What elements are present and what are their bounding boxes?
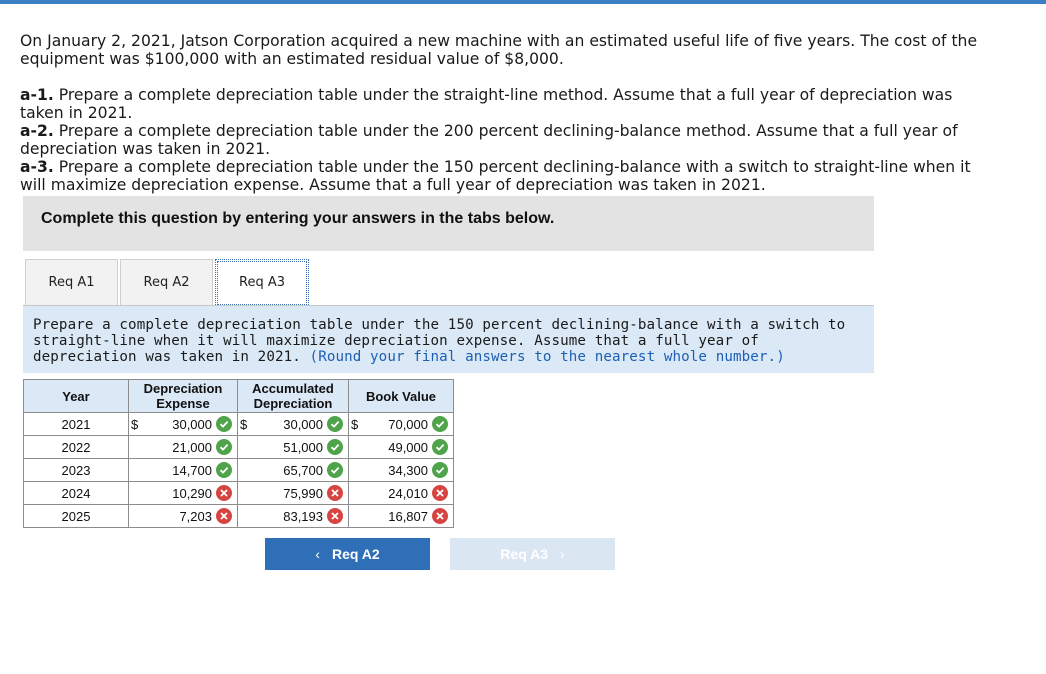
check-icon	[216, 416, 232, 432]
expense-input-cell[interactable]	[129, 413, 238, 436]
check-icon	[327, 439, 343, 455]
check-icon	[327, 416, 343, 432]
x-icon	[432, 508, 448, 524]
book-input-cell[interactable]	[349, 482, 454, 505]
book-value[interactable]: 70,000	[388, 417, 428, 432]
x-icon	[216, 508, 232, 524]
header-year: Year	[24, 380, 129, 413]
x-icon	[216, 485, 232, 501]
book-input-cell[interactable]	[349, 505, 454, 528]
requirement-text: Prepare a complete depreciation table under the 150 percent declining-balance with a switch to straight-line when it will maximize depreciation expense. Assume that a full year of depreciation was taken in 2021.	[20, 158, 971, 194]
instruction-text-block	[33, 317, 863, 365]
next-req-a3-button	[450, 538, 615, 570]
currency-symbol: $	[131, 417, 139, 432]
tab-req-a3[interactable]: Req A3	[215, 259, 309, 307]
book-value[interactable]: 16,807	[388, 509, 428, 524]
x-icon	[432, 485, 448, 501]
year-cell: 2024	[24, 482, 129, 505]
table-row	[24, 482, 454, 505]
expense-value[interactable]: 30,000	[172, 417, 212, 432]
expense-value[interactable]: 7,203	[179, 509, 212, 524]
prev-req-a2-button[interactable]	[265, 538, 430, 570]
year-cell: 2023	[24, 459, 129, 482]
accum-input-cell[interactable]	[238, 436, 349, 459]
depreciation-table	[23, 379, 454, 528]
accum-value[interactable]: 30,000	[283, 417, 323, 432]
book-value[interactable]: 24,010	[388, 486, 428, 501]
accum-input-cell[interactable]	[238, 459, 349, 482]
prev-button-label: Req A2	[331, 546, 380, 562]
expense-value[interactable]: 21,000	[172, 440, 212, 455]
instruction-text: Prepare a complete depreciation table under the 150 percent declining-balance with a switch to straight-line when it will maximize depreciation expense. Assume that a full year of depreciation was taken in 2021.	[33, 317, 846, 365]
header-accumulated-depreciation: Accumulated Depreciation	[238, 380, 349, 413]
book-input-cell[interactable]	[349, 413, 454, 436]
expense-input-cell[interactable]	[129, 459, 238, 482]
year-cell: 2021	[24, 413, 129, 436]
expense-input-cell[interactable]	[129, 482, 238, 505]
year-cell: 2022	[24, 436, 129, 459]
year-cell: 2025	[24, 505, 129, 528]
top-accent-bar	[0, 0, 1046, 4]
chevron-right-icon: ›	[560, 546, 565, 562]
header-depreciation-expense: Depreciation Expense	[129, 380, 238, 413]
requirement-label: a-3.	[20, 158, 54, 176]
tab-req-a1[interactable]: Req A1	[25, 259, 118, 306]
tab-req-a2[interactable]: Req A2	[120, 259, 213, 306]
expense-value[interactable]: 14,700	[172, 463, 212, 478]
table-row	[24, 413, 454, 436]
currency-symbol: $	[240, 417, 248, 432]
requirement-a1	[20, 86, 980, 122]
problem-intro	[20, 32, 980, 68]
requirement-label: a-1.	[20, 86, 54, 104]
book-value[interactable]: 34,300	[388, 463, 428, 478]
table-row	[24, 436, 454, 459]
rounding-note: (Round your final answers to the nearest whole number.)	[309, 349, 785, 365]
check-icon	[216, 462, 232, 478]
chevron-left-icon: ‹	[315, 546, 320, 562]
check-icon	[327, 462, 343, 478]
book-value[interactable]: 49,000	[388, 440, 428, 455]
x-icon	[327, 508, 343, 524]
requirement-a3	[20, 158, 980, 194]
table-row	[24, 505, 454, 528]
currency-symbol: $	[351, 417, 359, 432]
intro-text: On January 2, 2021, Jatson Corporation acquired a new machine with an estimated useful life of five years. The cost of the equipment was $100,000 with an estimated residual value of $8,000.	[20, 32, 978, 68]
next-button-label: Req A3	[500, 546, 549, 562]
complete-question-text: Complete this question by entering your answers in the tabs below.	[41, 210, 555, 227]
accum-value[interactable]: 65,700	[283, 463, 323, 478]
accum-value[interactable]: 83,193	[283, 509, 323, 524]
check-icon	[432, 416, 448, 432]
expense-input-cell[interactable]	[129, 436, 238, 459]
requirement-label: a-2.	[20, 122, 54, 140]
accum-value[interactable]: 51,000	[283, 440, 323, 455]
complete-question-banner	[23, 196, 874, 251]
requirement-a2	[20, 122, 980, 158]
x-icon	[327, 485, 343, 501]
expense-input-cell[interactable]	[129, 505, 238, 528]
book-input-cell[interactable]	[349, 459, 454, 482]
book-input-cell[interactable]	[349, 436, 454, 459]
requirement-text: Prepare a complete depreciation table under the 200 percent declining-balance method. Assume that a full year of depreciation was taken in 2021.	[20, 122, 958, 158]
requirements-list	[20, 86, 980, 194]
requirement-text: Prepare a complete depreciation table under the straight-line method. Assume that a full year of depreciation was taken in 2021.	[20, 86, 953, 122]
expense-value[interactable]: 10,290	[172, 486, 212, 501]
check-icon	[432, 439, 448, 455]
accum-value[interactable]: 75,990	[283, 486, 323, 501]
table-row	[24, 459, 454, 482]
accum-input-cell[interactable]	[238, 413, 349, 436]
instruction-panel	[23, 306, 874, 373]
header-book-value: Book Value	[349, 380, 454, 413]
check-icon	[432, 462, 448, 478]
accum-input-cell[interactable]	[238, 482, 349, 505]
accum-input-cell[interactable]	[238, 505, 349, 528]
check-icon	[216, 439, 232, 455]
